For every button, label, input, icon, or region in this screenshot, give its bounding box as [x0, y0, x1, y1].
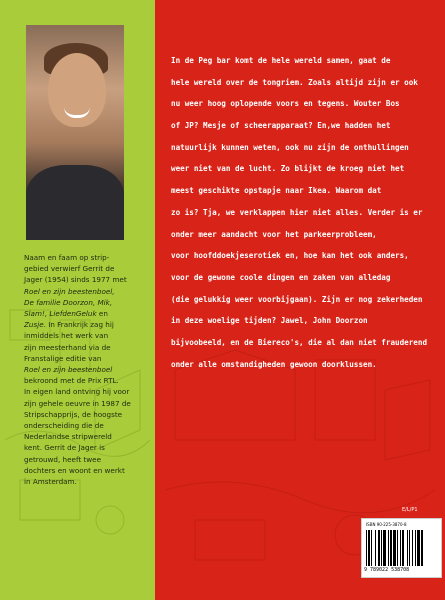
blurb-line: (die gelukkig weer voorbijgaan). Zijn er nog zekerheden — [171, 294, 423, 304]
bio-line: getrouwd, heeft twee — [24, 454, 102, 464]
blurb-line: natuurlijk kunnen weten, ook nu zijn de onthullingen — [171, 142, 409, 152]
bio-line: Zusje. In Frankrijk zag hij — [24, 320, 114, 330]
blurb-line: hele wereld over de tongriem. Zoals altijd zijn er ook — [171, 77, 418, 87]
author-photo — [26, 25, 124, 240]
bio-line: in Amsterdam. — [24, 477, 77, 487]
barcode-bar — [381, 530, 382, 566]
blurb-line: bijvoobeeld, en de Biereco's, die al dan niet frauderend — [171, 337, 428, 347]
bio-line: gebied verwierf Gerrit de — [24, 264, 115, 274]
blurb-line: of JP? Mesje of scheerapparaat? En,we hadden het — [171, 121, 391, 131]
blurb-line: zo is? Tja, we verklappen hier niet alles. Verder is er — [171, 207, 423, 217]
bio-line: onderscheiding die de — [24, 421, 104, 431]
bio-line: Roel en zijn beestenboel, — [24, 286, 115, 296]
bio-line: kent. Gerrit de Jager is — [24, 443, 105, 453]
barcode-bar — [390, 530, 392, 566]
bio-line: zijn meesterhand via de — [24, 342, 111, 352]
bio-line: Naam en faam op strip- — [24, 253, 110, 262]
barcode-bar — [393, 530, 396, 566]
barcode-bar — [400, 530, 401, 566]
bio-line: zijn gehele oeuvre in 1987 de — [24, 398, 131, 408]
blurb-line: voor de gewone coole dingen en zaken van alledag — [171, 272, 391, 282]
barcode-bar — [371, 530, 372, 566]
blurb-line: in deze woelige tijden? Jawel, John Doorzon — [171, 316, 368, 326]
author-bio — [24, 252, 152, 487]
bio-line: Slam!, LiefdenGeluk en — [24, 309, 108, 319]
barcode-bar — [407, 530, 408, 566]
barcode-number: 9 789022 538708 — [364, 567, 410, 573]
blurb-line: weer niet van de lucht. Zo blijkt de kroeg niet het — [171, 164, 405, 174]
barcode — [361, 518, 442, 578]
bio-line: Roel en zijn beestenboel — [24, 365, 113, 375]
blurb-line: meest geschikte opstapje naar Ikea. Waarom dat — [171, 186, 382, 196]
bio-line: inmiddels het werk van — [24, 331, 109, 341]
barcode-bar — [402, 530, 404, 566]
barcode-bar — [375, 530, 376, 566]
blurb-line: onder alle omstandigheden gewoon doorklussen. — [171, 359, 377, 369]
bio-line: Stripschapprijs, de hoogste — [24, 409, 123, 419]
bio-line: dochters en woont en werkt — [24, 465, 125, 475]
barcode-bar — [417, 530, 420, 566]
barcode-bar — [388, 530, 389, 566]
blurb-line: In de Peg bar komt de hele wereld samen, gaat de — [171, 56, 391, 65]
isbn-label: ISBN 90-225-3870-8 — [366, 522, 407, 527]
barcode-bar — [415, 530, 416, 566]
barcode-bar — [409, 530, 410, 566]
blurb-line: onder meer aandacht voor het parkeerprobleem, — [171, 229, 377, 239]
barcode-bar — [421, 530, 423, 566]
bio-line: In eigen land ontving hij voor — [24, 387, 130, 397]
barcode-bars — [366, 530, 437, 566]
bio-line: De familie Doorzon, Mik, — [24, 297, 113, 307]
bio-line: Jager (1954) sinds 1977 met — [24, 275, 127, 285]
barcode-bar — [412, 530, 413, 566]
barcode-bar — [383, 530, 386, 566]
bio-line: Nederlandse stripwereld — [24, 432, 112, 442]
price-code: E/L/P1 — [402, 507, 418, 513]
bio-line: bekroond met de Prix RTL. — [24, 376, 119, 386]
barcode-bar — [397, 530, 398, 566]
barcode-bar — [378, 530, 380, 566]
back-cover-blurb — [171, 56, 441, 381]
barcode-bar — [366, 530, 367, 566]
bio-line: Franstalige editie van — [24, 353, 102, 363]
blurb-line: voor hoofddoekjeserotiek en, hoe kan het ook anders, — [171, 251, 409, 261]
blurb-line: nu weer hoog oplopende voors en tegens. Wouter Bos — [171, 99, 400, 109]
barcode-bar — [368, 530, 370, 566]
